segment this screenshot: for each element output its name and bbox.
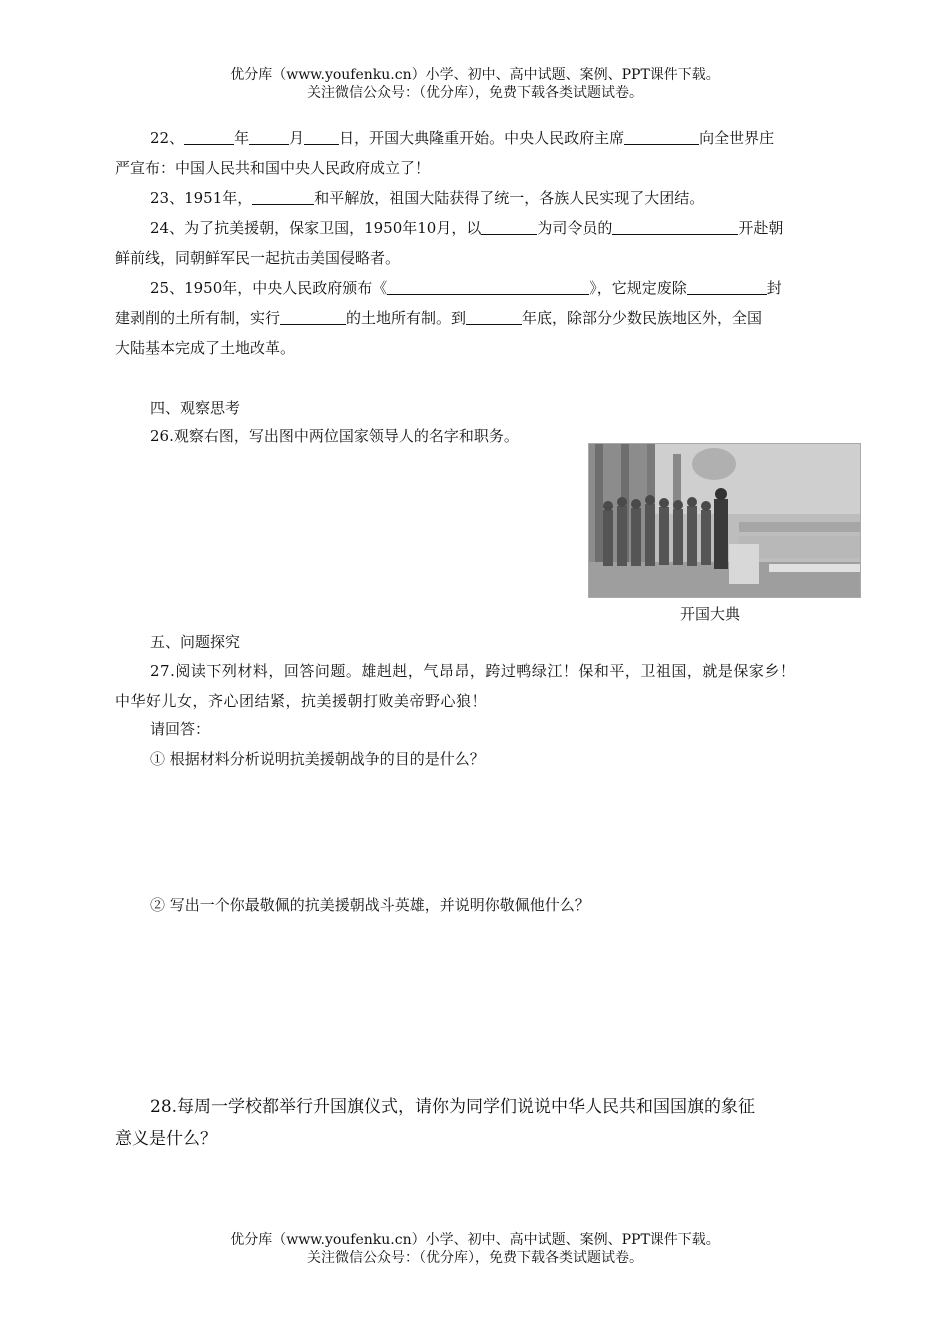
page-footer-line-1: 优分库（www.youfenku.cn）小学、初中、高中试题、案例、PPT课件下载。 <box>230 1232 720 1248</box>
section-4-title: 四、观察思考 <box>150 399 241 417</box>
question-24-line-2: 鲜前线，同朝鲜军民一起抗击美国侵略者。 <box>115 249 401 267</box>
question-27-line-2: 中华好儿女，齐心团结紧，抗美援朝打败美帝野心狼！ <box>115 692 488 710</box>
blank-22-day[interactable] <box>304 129 339 145</box>
question-27-prompt: 请回答： <box>150 720 211 738</box>
question-25-line-3: 大陆基本完成了土地改革。 <box>115 339 296 357</box>
blank-25-year[interactable] <box>466 309 522 325</box>
blank-22-month[interactable] <box>249 129 289 145</box>
question-22: 22、 年 月 日，开国大典隆重开始。中央人民政府主席 向全世界庄 <box>150 129 775 147</box>
blank-24-army[interactable] <box>612 219 738 235</box>
page-footer-line-2: 关注微信公众号：（优分库），免费下载各类试题试卷。 <box>307 1250 643 1266</box>
question-23: 23、1951年， 和平解放，祖国大陆获得了统一，各族人民实现了大团结。 <box>150 189 705 207</box>
blank-25-system[interactable] <box>280 309 346 325</box>
question-24: 24、为了抗美援朝，保家卫国，1950年10月，以 为司令员的 开赴朝 <box>150 219 784 237</box>
question-27-sub-1: ① 根据材料分析说明抗美援朝战争的目的是什么？ <box>150 750 485 768</box>
blank-22-chairman[interactable] <box>624 129 699 145</box>
question-22-line-2: 严宣布：中国人民共和国中央人民政府成立了！ <box>115 159 431 177</box>
page-header-line-2: 关注微信公众号：（优分库），免费下载各类试题试卷。 <box>307 85 643 101</box>
question-27-line-1: 27.阅读下列材料，回答问题。雄赳赳，气昂昂，跨过鸭绿江！保和平，卫祖国，就是保家乡！ <box>150 662 796 680</box>
blank-23-region[interactable] <box>252 189 314 205</box>
question-25-line-2: 建剥削的土所有制，实行 的土地所有制。到 年底，除部分少数民族地区外，全国 <box>115 309 763 327</box>
blank-25-law[interactable] <box>387 279 589 295</box>
question-27-sub-2: ② 写出一个你最敬佩的抗美援朝战斗英雄，并说明你敬佩他什么？ <box>150 896 590 914</box>
question-28-line-2: 意义是什么？ <box>115 1129 217 1149</box>
founding-ceremony-photo <box>588 443 861 598</box>
page-header-line-1: 优分库（www.youfenku.cn）小学、初中、高中试题、案例、PPT课件下载。 <box>230 67 720 83</box>
question-25: 25、1950年，中央人民政府颁布《 》，它规定废除 封 <box>150 279 782 297</box>
question-28-line-1: 28.每周一学校都举行升国旗仪式，请你为同学们说说中华人民共和国国旗的象征 <box>150 1097 756 1117</box>
blank-25-abolish[interactable] <box>687 279 767 295</box>
blank-22-year[interactable] <box>184 129 234 145</box>
photo-caption: 开国大典 <box>680 605 741 623</box>
blank-24-commander[interactable] <box>481 219 537 235</box>
section-5-title: 五、问题探究 <box>150 633 241 651</box>
question-26: 26.观察右图，写出图中两位国家领导人的名字和职务。 <box>150 427 519 445</box>
